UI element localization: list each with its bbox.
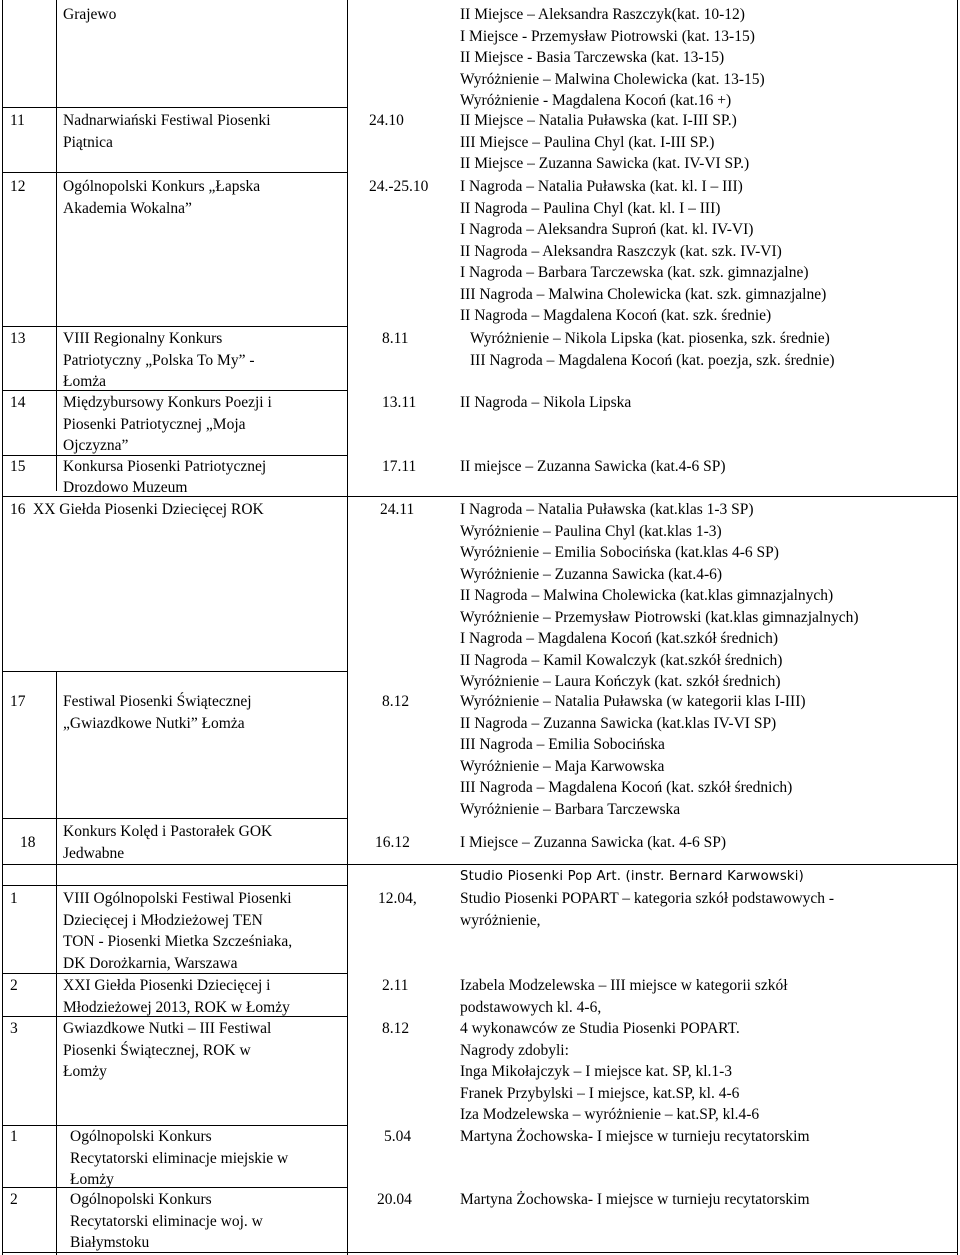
- results: Wyróżnienie – Nikola Lipska (kat. piosenka, szk. średnie) III Nagroda – Magdalena Kocoń (kat. poezja, szk. średnie): [470, 330, 835, 369]
- event-date: 24.-25.10: [369, 178, 429, 195]
- studio-header: Studio Piosenki Pop Art. (instr. Bernard Karwowski): [460, 869, 804, 884]
- event-date: 13.11: [382, 394, 417, 411]
- grid-line: [56, 0, 57, 491]
- event-name: XX Giełda Piosenki Dziecięcej ROK: [33, 501, 264, 518]
- event-date: 20.04: [377, 1191, 412, 1208]
- event-date: 17.11: [382, 458, 417, 475]
- grid-line: [2, 172, 347, 173]
- grid-line: [2, 885, 347, 886]
- grid-line: [2, 107, 347, 108]
- event-date: 2.11: [382, 977, 409, 994]
- grid-line: [2, 326, 347, 327]
- event-name: Nadnarwiański Festiwal Piosenki Piątnica: [63, 112, 271, 151]
- grid-line: [2, 671, 347, 672]
- results: Wyróżnienie – Natalia Puławska (w kategorii klas I-III) II Nagroda – Zuzanna Sawicka (kat.klas IV-VI SP) III Nagroda – Emilia Sobocińska Wyróżnienie – Maja Karwowska III Nagroda – Magdalena Kocoń (kat. szkół średnich) Wyróżnienie – Barbara Tarczewska: [460, 693, 806, 818]
- event-name: Konkursa Piosenki Patriotycznej: [63, 458, 267, 475]
- grid-line: [2, 0, 3, 1255]
- event-date: 24.10: [369, 112, 404, 129]
- event-name: XXI Giełda Piosenki Dziecięcej i Młodzieżowej 2013, ROK w Łomży: [63, 977, 290, 1016]
- event-date: 5.04: [384, 1128, 412, 1145]
- event-name: Ogólnopolski Konkurs „Łapska Akademia Wokalna”: [63, 178, 261, 217]
- row-number: 14: [10, 394, 26, 411]
- event-name: Ogólnopolski Konkurs Recytatorski eliminacje woj. w Białymstoku: [70, 1191, 263, 1251]
- results: II Miejsce – Aleksandra Raszczyk(kat. 10-12) I Miejsce - Przemysław Piotrowski (kat. 13-15) II Miejsce - Basia Tarczewska (kat. 13-15) Wyróżnienie – Malwina Cholewicka (kat. 13-15) Wyróżnienie - Magdalena Kocoń (kat.16 +): [460, 6, 765, 109]
- event-date: 8.12: [382, 1020, 410, 1037]
- results: 4 wykonawców ze Studia Piosenki POPART. Nagrody zdobyli: Inga Mikołajczyk – I miejsce kat. SP, kl.1-3 Franek Przybylski – I miejsce, kat.SP, kl. 4-6 Iza Modzelewska – wyróżnienie – kat.SP, kl.4-6: [460, 1020, 760, 1123]
- results: I Miejsce – Zuzanna Sawicka (kat. 4-6 SP): [460, 834, 727, 851]
- event-name: Międzybursowy Konkurs Poezji i Piosenki Patriotycznej „Moja Ojczyzna”: [63, 394, 272, 454]
- event-name: Grajewo: [63, 6, 117, 23]
- results: II miejsce – Zuzanna Sawicka (kat.4-6 SP): [460, 458, 726, 475]
- row-number: 2: [10, 977, 18, 994]
- event-name: Festiwal Piosenki Świątecznej „Gwiazdkowe Nutki” Łomża: [63, 693, 252, 732]
- grid-line: [347, 0, 348, 1255]
- event-date: 8.11: [382, 330, 409, 347]
- grid-line: [2, 818, 347, 819]
- event-name: Ogólnopolski Konkurs Recytatorski eliminacje miejskie w Łomży: [70, 1128, 289, 1188]
- results: Studio Piosenki POPART – kategoria szkół podstawowych - wyróżnienie,: [460, 890, 835, 929]
- row-number: 13: [10, 330, 26, 347]
- results: II Miejsce – Natalia Puławska (kat. I-III SP.) III Miejsce – Paulina Chyl (kat. I-III SP.) II Miejsce – Zuzanna Sawicka (kat. IV-VI SP.): [460, 112, 750, 172]
- row-number: 2: [10, 1191, 18, 1208]
- results: I Nagroda – Natalia Puławska (kat.klas 1-3 SP) Wyróżnienie – Paulina Chyl (kat.klas 1-3) Wyróżnienie – Emilia Sobocińska (kat.klas 4-6 SP) Wyróżnienie – Zuzanna Sawicka (kat.4-6) II Nagroda – Malwina Cholewicka (kat.klas gimnazjalnych) Wyróżnienie – Przemysław Piotrowski (kat.klas gimnazjalnych) I Nagroda – Magdalena Kocoń (kat.szkół średnich) II Nagroda – Kamil Kowalczyk (kat.szkół średnich) Wyróżnienie – Laura Kończyk (kat. szkół średnich): [460, 501, 859, 690]
- grid-line: [56, 671, 57, 1255]
- results: Martyna Żochowska- I miejsce w turnieju recytatorskim: [460, 1191, 810, 1208]
- event-name: Konkurs Kolęd i Pastorałek GOK Jedwabne: [63, 823, 273, 862]
- event-date: 16.12: [375, 834, 410, 851]
- event-name: VIII Ogólnopolski Festiwal Piosenki Dziecięcej i Młodzieżowej TEN TON - Piosenki Mietka Szcześniaka, DK Dorożkarnia, Warszawa: [63, 890, 293, 972]
- row-number: 16: [10, 501, 26, 518]
- results: I Nagroda – Natalia Puławska (kat. kl. I – III) II Nagroda – Paulina Chyl (kat. kl. I – III) I Nagroda – Aleksandra Suproń (kat. kl. IV-VI) II Nagroda – Aleksandra Raszczyk (kat. szk. IV-VI) I Nagroda – Barbara Tarczewska (kat. szk. gimnazjalne) III Nagroda – Malwina Cholewicka (kat. szk. gimnazjalne) II Nagroda – Magdalena Kocoń (kat. szk. średnie): [460, 178, 827, 324]
- grid-line: [957, 0, 958, 1255]
- row-number: 1: [10, 1128, 18, 1145]
- event-name: VIII Regionalny Konkurs Patriotyczny „Polska To My” - Łomża: [63, 330, 255, 390]
- row-number: 17: [10, 693, 26, 710]
- event-date: 8.12: [382, 693, 410, 710]
- event-date: 24.11: [380, 501, 415, 518]
- event-name: Gwiazdkowe Nutki – III Festiwal Piosenki Świątecznej, ROK w Łomży: [63, 1020, 272, 1080]
- row-number: 3: [10, 1020, 18, 1037]
- row-number: 18: [20, 834, 36, 851]
- results: Izabela Modzelewska – III miejsce w kategorii szkół podstawowych kl. 4-6,: [460, 977, 788, 1016]
- row-number: 11: [10, 112, 25, 129]
- grid-line: [2, 864, 957, 865]
- row-number: 15: [10, 458, 26, 475]
- results: II Nagroda – Nikola Lipska: [460, 394, 632, 411]
- event-date: 12.04,: [378, 890, 417, 907]
- results: Martyna Żochowska- I miejsce w turnieju recytatorskim: [460, 1128, 810, 1145]
- row-number: 12: [10, 178, 26, 195]
- row-number: 1: [10, 890, 18, 907]
- event-name-continued: Drozdowo Muzeum: [63, 479, 188, 496]
